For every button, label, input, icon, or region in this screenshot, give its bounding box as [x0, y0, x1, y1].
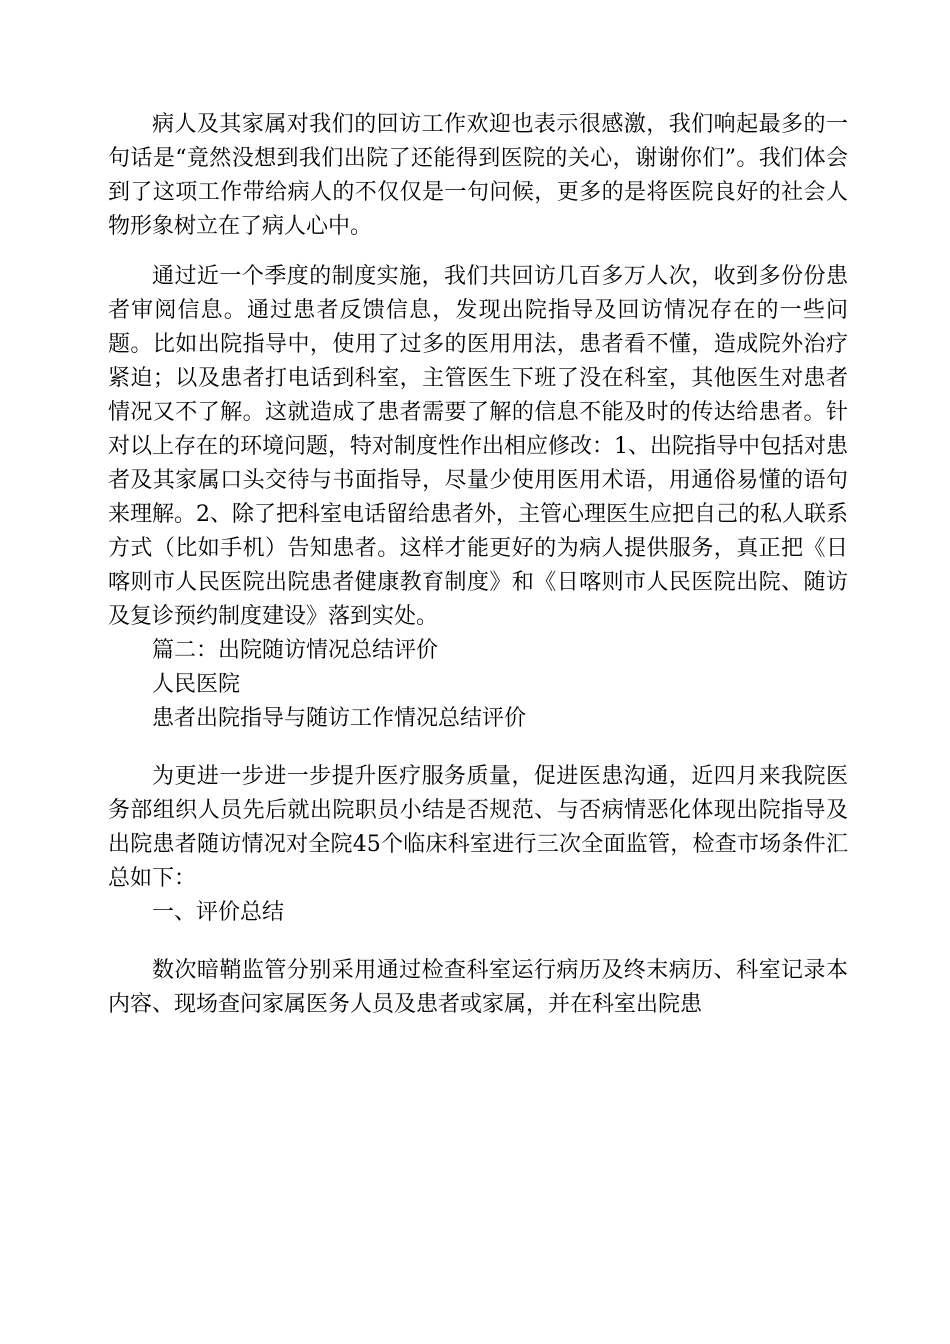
paragraph-implementation-summary: 通过近一个季度的制度实施，我们共回访几百多万人次，收到多份份患者审阅信息。通过患者反馈信息，发现出院指导及回访情况存在的一些问题。比如出院指导中，使用了过多的医用用法，患者看不懂，造成院外治疗紧迫；以及患者打电话到科室，主管医生下班了没在科室，其他医生对患者情况又不了解。这就造成了患者需要了解的信息不能及时的传达给患者。针对以上存在的环境问题，特对制度性作出相应修改：1、出院指导中包括对患者及其家属口头交待与书面指导，尽量少使用医用术语，用通俗易懂的语句来理解。2、除了把科室电话留给患者外，主管心理医生应把自己的私人联系方式（比如手机）告知患者。这样才能更好的为病人提供服务，真正把《日喀则市人民医院出院患者健康教育制度》和《日喀则市人民医院出院、随访及复诊预约制度建设》落到实处。	[108, 264, 848, 629]
hospital-name: 人民医院	[152, 672, 241, 697]
paragraph-introduction: 为更进一步进一步提升医疗服务质量，促进医患沟通，近四月来我院医务部组织人员先后就出院职员小结是否规范、与否病情恶化体现出院指导及出院患者随访情况对全院45个临床科室进行三次全面监管，检查市场条件汇总如下：	[108, 764, 848, 891]
paragraph-patient-feedback: 病人及其家属对我们的回访工作欢迎也表示很感激，我们响起最多的一句话是“竟然没想到我们出院了还能得到医院的关心，谢谢你们”。我们体会到了这项工作带给病人的不仅仅是一句问候，更多的是将医院良好的社会人物形象树立在了病人心中。	[108, 112, 848, 239]
report-title: 患者出院指导与随访工作情况总结评价	[152, 706, 527, 731]
document-body	[108, 108, 848, 1022]
section-heading-evaluation-summary: 一、评价总结	[152, 900, 285, 925]
paragraph-supervision-method: 数次暗鞘监管分别采用通过检查科室运行病历及终末病历、科室记录本内容、现场查问家属医务人员及患者或家属，并在科室出院患	[108, 958, 848, 1017]
section-heading-part-two: 篇二：出院随访情况总结评价	[152, 638, 439, 663]
